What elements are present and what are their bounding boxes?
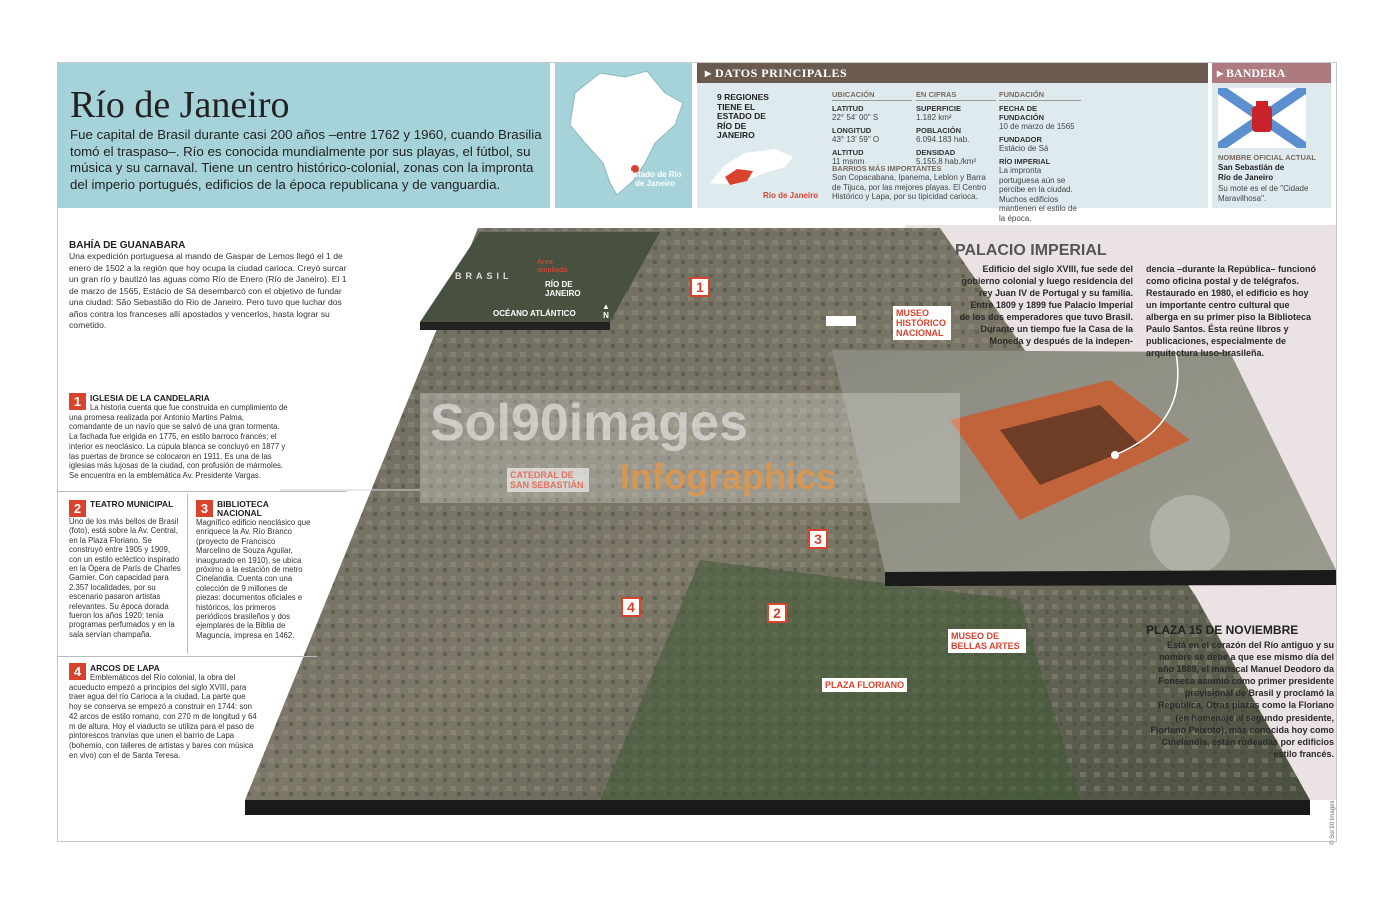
item-text: La historia cuenta que fue construida en cumplimiento de una promesa realizada por Antonio Martins Palma, comandante de un navío que se salvó de una gran tormenta. La fachada fue erigida en 1775, en estilo barroco francés; el interior es neoclásico. La cúpula blanca se concluyó en 1877 y las puertas de bronce se colocaron en 1911. Es una de las iglesias más lujosas de la ciudad, con profusión de mármoles. Se encuentra en la emblemática Av. Presidente Vargas. [69,403,288,480]
sup-value: 1.182 km² [916,113,952,122]
inset-brasil-label: BRASIL [455,271,513,281]
cifras-title: EN CIFRAS [916,90,996,101]
regiones-text: 9 REGIONES TIENE EL ESTADO DE RÍO DE JANEIRO [717,92,769,140]
number-badge: 2 [69,500,86,517]
inset-ocean-label: OCÉANO ATLÁNTICO [493,309,576,318]
barrios-title: BARRIOS MÁS IMPORTANTES [832,164,942,173]
item-title: TEATRO MUNICIPAL [90,499,174,509]
imperial-label: RÍO IMPERIAL [999,157,1051,166]
item-text: Magnífico edificio neoclásico que enriquece la Av. Río Branco (proyecto de Francisco Marcelino de Souza Aguilar, inaugurado en 1910), se ubica próximo a la estación de metro Cinelandia. Cuenta con una colección de 9 millones de piezas: documentos oficiales e históricos, los primeros periódicos brasileños y dos ejemplares de la Biblia de Maguncia, impresa en 1462. [196,518,311,640]
marker-4[interactable]: 4 [621,597,641,617]
bahia-title: BAHÍA DE GUANABARA [69,240,186,251]
watermark-subtext: Infographics [620,456,837,497]
state-label: Estado de Río de Janeiro [628,170,682,188]
plaza-text: Está en el corazón del Río antiguo y su nombre se debe a que ese mismo día del año 1889, el mariscal Manuel Deodoro da Fonseca asumió como primer presidente provisional de Brasil y proclamó la República. Otras plazas como la Floriano (en homenaje al segundo presidente, Floriano Peixoto), más conocida hoy como Cinelandia, están rodeadas por edificios estilo francés. [1150,640,1334,759]
intro-text: Fue capital de Brasil durante casi 200 años –entre 1762 y 1960, cuando Brasilia tomó el traspaso–. Río es conocida mundialmente por sus playas, el fútbol, su música y su carnaval. Tiene un centro histórico-colonial, zonas con la impronta del imperio portugués, edificios de la época republicana y de vanguardia. [70,127,542,192]
ubicacion-title: UBICACIÓN [832,90,912,101]
datos-header: ▸ DATOS PRINCIPALES [697,63,1208,83]
nombre-value: San Sebastián de Río de Janeiro [1218,163,1285,182]
palacio-title: PALACIO IMPERIAL [955,242,1107,259]
pob-value: 6.094.183 hab. [916,135,970,144]
item-title: IGLESIA DE LA CANDELARIA [90,393,210,403]
item-3 [196,500,311,640]
mote-text: Su mote es el de "Cidade Maravilhosa". [1218,184,1309,203]
watermark [420,393,960,503]
label-catedral: CATEDRAL DE SAN SEBASTIÁN [507,468,589,492]
item-text: Uno de los más bellos de Brasil (foto), está sobre la Av. Central, en la Plaza Floriano. Se construyó entre 1905 y 1909, con un estilo ecléctico inspirado en la Ópera de París de Charles Garnier. Con capacidad para 2.357 localidades, por su escenario pasaron artistas relevantes. Su época dorada fueron los años 1920: tenía programas perfumados y en la sala servían champaña. [69,517,181,639]
north-arrow-icon: ▲ N [602,302,610,320]
datos-title: DATOS PRINCIPALES [715,66,848,80]
north-label: N [603,311,609,320]
inset-area-label: Área ampliada [537,257,568,274]
fecha-value: 10 de marzo de 1565 [999,122,1075,131]
item-4 [69,663,259,760]
rio-map-label: Río de Janeiro [763,191,819,200]
divider [57,656,317,657]
lat-label: LATITUD [832,104,864,113]
label-museo-historico: MUSEO HISTÓRICO NACIONAL [893,306,951,340]
alt-value: 11 msnm [832,157,865,166]
bahia-text: Una expedición portuguesa al mando de Gaspar de Lemos llegó el 1 de enero de 1502 a la región que hoy ocupa la ciudad carioca. Creyó surcar un gran río y bautizó las aguas como Río de Enero (Río de Janeiro). El 1 de marzo de 1565, Estácio de Sá desembarcó con el objetivo de fundar una ciudad: São Sebastião do Rio de Janeiro. Pero tuvo que luchar dos años contra los franceses allí apostados y vencerlos, hasta lograr su cometido. [69,251,347,330]
lon-label: LONGITUD [832,126,872,135]
number-badge: 3 [196,500,213,517]
credit: © Sol 90 Images [1330,800,1336,845]
nombre-label: NOMBRE OFICIAL ACTUAL [1218,153,1316,162]
palacio-text-2: dencia –durante la República– funcionó como oficina postal y de telégrafos. Restaurado en 1980, el edificio es hoy un importante centro cultural que alberga en su primer piso la Biblioteca Paulo Santos. Ésta reúne libros y publicaciones, especialmente de arquitectura luso-brasileña. [1146,264,1317,358]
barrios-text: Son Copacabana, Ipanema, Leblon y Barra de Tijuca, por las mejores playas. El Centro Histórico y Lapa, por su tipicidad carioca. [832,173,987,201]
den-value: 5.155,8 hab./km² [916,157,977,166]
bahia-section [69,240,349,332]
den-label: DENSIDAD [916,148,956,157]
divider [187,494,188,654]
pob-label: POBLACIÓN [916,126,961,135]
palacio-text-1: Edificio del siglo XVIII, fue sede del gobierno colonial y luego residencia del rey Juan IV de Portugal y su familia. Entre 1809 y 1899 fue Palacio Imperial de los dos emperadores que tuvo Brasil. Durante un tiempo fue la Casa de la Moneda y después de la indepen- [959,264,1133,346]
item-text: Emblemáticos del Río colonial, la obra del acueducto empezó a principios del siglo XVIII, para traer agua del río Carioca a la ciudad. La parte que hoy se conserva se empezó a construir en 1744: son 42 arcos de estilo romano, con 270 m de longitud y 64 m de altura. Hoy el viaducto se utiliza para el paso de pintorescos tranvías que unen el barrio de Lapa (bohemio, con talleres de artistas y bares con música en vivo) con el de Santa Teresa. [69,673,257,760]
bandera-title: BANDERA [1226,66,1286,80]
alt-label: ALTITUD [832,148,864,157]
item-title: BIBLIOTECA NACIONAL [217,499,269,518]
fecha-label: FECHA DE FUNDACIÓN [999,104,1044,122]
sup-label: SUPERFICIE [916,104,962,113]
label-plaza-floriano: PLAZA FLORIANO [822,678,907,692]
divider [57,491,347,492]
item-2 [69,500,184,639]
fundador-label: FUNDADOR [999,135,1042,144]
item-1 [69,393,289,481]
marker-2[interactable]: 2 [767,603,787,623]
label-bellas-artes: MUSEO DE BELLAS ARTES [948,629,1026,653]
number-badge: 1 [69,393,86,410]
bandera-header: ▸ BANDERA [1212,63,1331,83]
plaza-title: PLAZA 15 DE NOVIEMBRE [1146,623,1299,637]
marker-3[interactable]: 3 [808,529,828,549]
fundacion-title: FUNDACIÓN [999,90,1081,101]
number-badge: 4 [69,663,86,680]
lat-value: 22° 54' 00" S [832,113,879,122]
page-title: Río de Janeiro [70,84,290,126]
inset-rio-label: RÍO DE JANEIRO [545,280,581,298]
marker-1[interactable]: 1 [690,277,710,297]
lon-value: 43° 13' 59" O [832,135,880,144]
watermark-text: Sol90images [430,394,748,452]
item-title: ARCOS DE LAPA [90,663,160,673]
imperial-text: La impronta portuguesa aún se percibe en la ciudad. Muchos edificios mantienen el estilo de la época. [999,166,1077,223]
fundador-value: Estácio de Sá [999,144,1049,153]
